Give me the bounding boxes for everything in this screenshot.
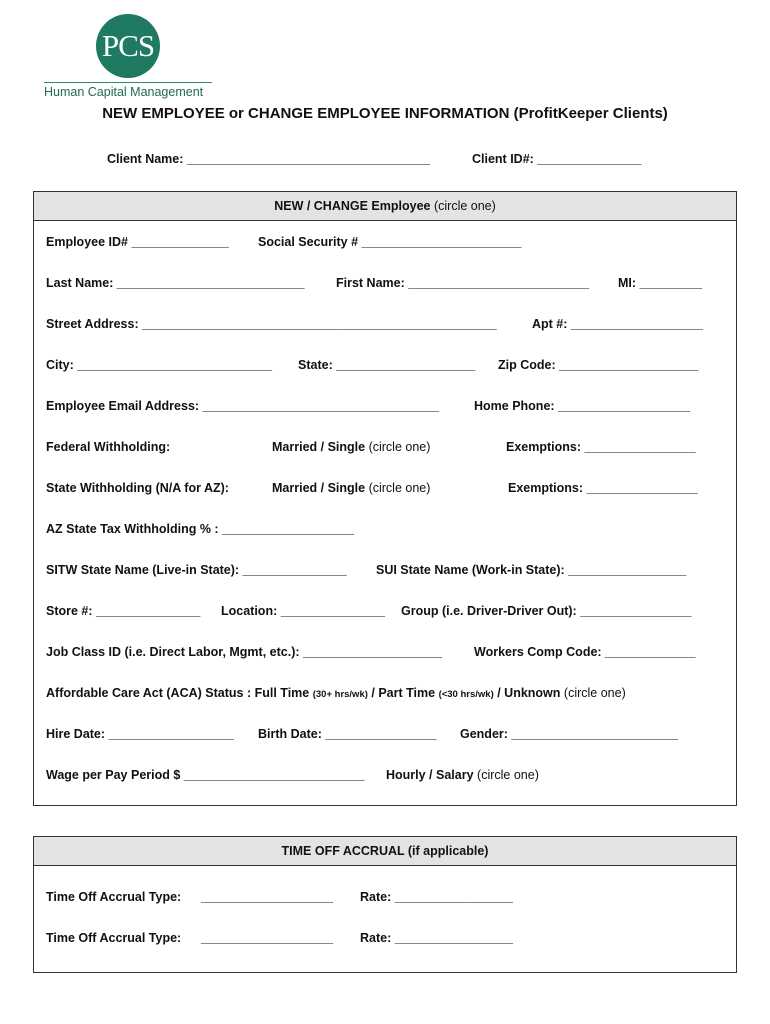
- section-heading-text: NEW / CHANGE Employee: [274, 199, 431, 213]
- zip-field[interactable]: Zip Code: ____________________: [498, 358, 699, 372]
- home-phone-field[interactable]: Home Phone: ___________________: [474, 399, 691, 413]
- state-exemptions-field[interactable]: Exemptions: ________________: [508, 481, 698, 495]
- employee-section-heading: [34, 192, 736, 221]
- accrual-type-label: Time Off Accrual Type:: [46, 890, 182, 904]
- state-field[interactable]: State: ____________________: [298, 358, 476, 372]
- row-store: [46, 604, 728, 622]
- last-name-field[interactable]: Last Name: ___________________________: [46, 276, 305, 290]
- row-aca: [46, 686, 728, 704]
- time-off-row: [46, 890, 728, 908]
- row-city: [46, 358, 728, 376]
- apt-field[interactable]: Apt #: ___________________: [532, 317, 703, 331]
- row-job-class: [46, 645, 728, 663]
- state-withholding-label: State Withholding (N/A for AZ):: [46, 481, 229, 495]
- pay-type-option[interactable]: Hourly / Salary (circle one): [386, 768, 539, 782]
- state-status-option[interactable]: Married / Single (circle one): [272, 481, 431, 495]
- employee-id-field[interactable]: Employee ID# ______________: [46, 235, 229, 249]
- row-ids: [46, 235, 728, 253]
- workers-comp-field[interactable]: Workers Comp Code: _____________: [474, 645, 696, 659]
- accrual-type-field[interactable]: ___________________: [201, 890, 334, 904]
- location-field[interactable]: Location: _______________: [221, 604, 385, 618]
- sui-state-field[interactable]: SUI State Name (Work-in State): _________________: [376, 563, 687, 577]
- accrual-type-label: Time Off Accrual Type:: [46, 931, 182, 945]
- row-address: [46, 317, 728, 335]
- birth-date-field[interactable]: Birth Date: ________________: [258, 727, 437, 741]
- time-off-section: [33, 836, 737, 973]
- pcs-logo: [44, 14, 214, 99]
- row-name: [46, 276, 728, 294]
- wage-field[interactable]: Wage per Pay Period $ __________________________: [46, 768, 365, 782]
- ssn-field[interactable]: Social Security # _______________________: [258, 235, 522, 249]
- row-state-withholding: [46, 481, 728, 499]
- row-federal-withholding: [46, 440, 728, 458]
- accrual-type-field[interactable]: ___________________: [201, 931, 334, 945]
- section-heading-note: (circle one): [433, 199, 496, 213]
- gender-field[interactable]: Gender: ________________________: [460, 727, 679, 741]
- federal-withholding-label: Federal Withholding:: [46, 440, 171, 454]
- store-field[interactable]: Store #: _______________: [46, 604, 201, 618]
- group-field[interactable]: Group (i.e. Driver-Driver Out): ________________: [401, 604, 692, 618]
- row-az-tax: [46, 522, 728, 540]
- sitw-state-field[interactable]: SITW State Name (Live-in State): _______________: [46, 563, 347, 577]
- job-class-field[interactable]: Job Class ID (i.e. Direct Labor, Mgmt, etc.): ____________________: [46, 645, 443, 659]
- row-wage: [46, 768, 728, 786]
- aca-status-option[interactable]: Affordable Care Act (ACA) Status : Full Time (30+ hrs/wk) / Part Time (<30 hrs/wk) / Unknown (circle one): [46, 686, 626, 700]
- federal-status-option[interactable]: Married / Single (circle one): [272, 440, 431, 454]
- client-id-field[interactable]: Client ID#: _______________: [472, 152, 642, 166]
- mi-field[interactable]: MI: _________: [618, 276, 703, 290]
- time-off-row: [46, 931, 728, 949]
- logo-tagline: Human Capital Management: [44, 85, 204, 99]
- row-dates: [46, 727, 728, 745]
- time-off-heading: TIME OFF ACCRUAL (if applicable): [34, 837, 736, 866]
- first-name-field[interactable]: First Name: __________________________: [336, 276, 589, 290]
- form-title: NEW EMPLOYEE or CHANGE EMPLOYEE INFORMATION (ProfitKeeper Clients): [102, 105, 668, 122]
- street-address-field[interactable]: Street Address: ___________________________________________________: [46, 317, 497, 331]
- row-state-names: [46, 563, 728, 581]
- employee-info-section: [33, 191, 737, 806]
- logo-divider: [44, 82, 212, 83]
- az-tax-field[interactable]: AZ State Tax Withholding % : ___________________: [46, 522, 355, 536]
- row-contact: [46, 399, 728, 417]
- client-name-field[interactable]: Client Name: ___________________________________: [107, 152, 431, 166]
- accrual-rate-field[interactable]: Rate: _________________: [360, 890, 513, 904]
- accrual-rate-field[interactable]: Rate: _________________: [360, 931, 513, 945]
- city-field[interactable]: City: ____________________________: [46, 358, 272, 372]
- hire-date-field[interactable]: Hire Date: __________________: [46, 727, 234, 741]
- email-field[interactable]: Employee Email Address: __________________________________: [46, 399, 439, 413]
- logo-mark: PCS: [96, 14, 160, 78]
- federal-exemptions-field[interactable]: Exemptions: ________________: [506, 440, 696, 454]
